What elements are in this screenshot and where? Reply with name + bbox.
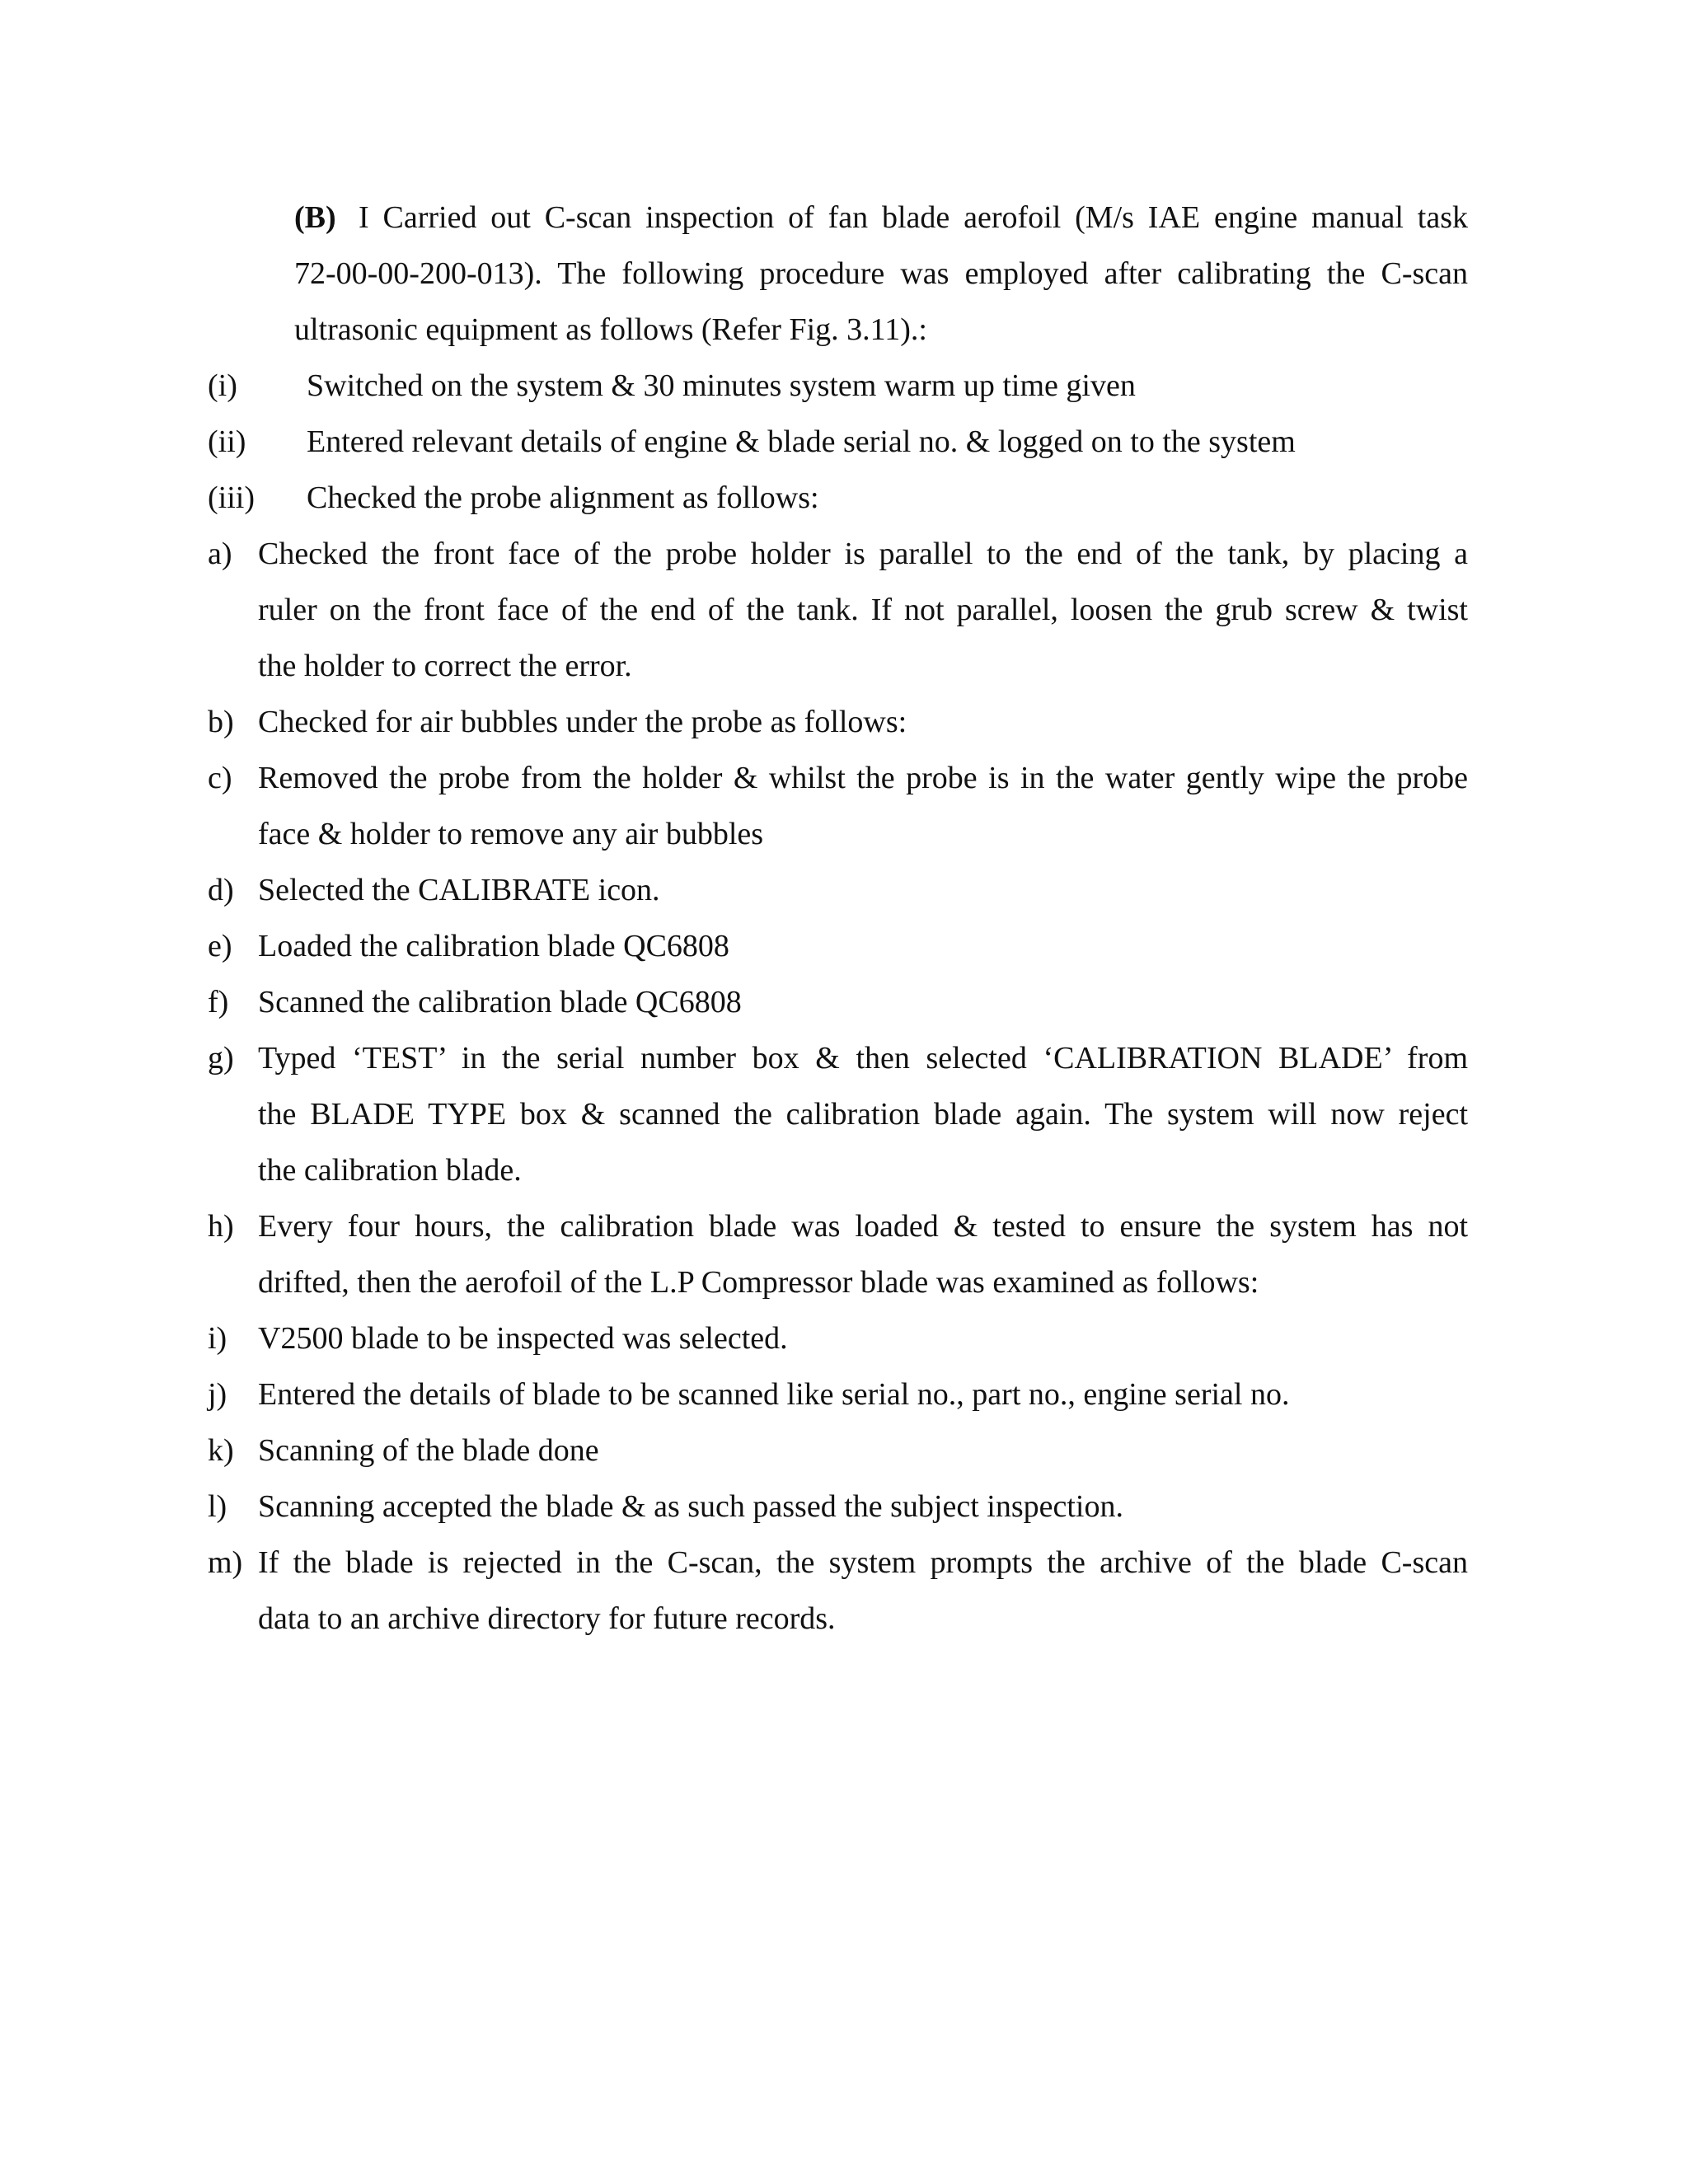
list-marker: b) <box>208 705 234 739</box>
list-item-line: Typed ‘TEST’ in the serial number box & then selected ‘CALIBRATION BLADE’ from <box>258 1041 1468 1076</box>
list-item-line: Removed the probe from the holder & whilst the probe is in the water gently wipe the probe <box>258 761 1468 795</box>
list-marker: m) <box>208 1545 243 1580</box>
list-item-line: Scanning of the blade done <box>258 1433 599 1468</box>
list-item-line: the calibration blade. <box>258 1153 522 1188</box>
list-marker: g) <box>208 1041 234 1076</box>
list-marker: (ii) <box>208 424 246 459</box>
list-marker: l) <box>208 1489 227 1524</box>
list-marker: a) <box>208 537 232 571</box>
list-item-line: face & holder to remove any air bubbles <box>258 817 764 851</box>
list-marker: f) <box>208 985 229 1019</box>
list-item-line: Checked for air bubbles under the probe as follows: <box>258 705 907 739</box>
list-item-line: Scanned the calibration blade QC6808 <box>258 985 742 1019</box>
list-item-line: data to an archive directory for future records. <box>258 1601 836 1636</box>
list-item-line: the BLADE TYPE box & scanned the calibration blade again. The system will now reject <box>258 1097 1468 1132</box>
section-b-line-3: ultrasonic equipment as follows (Refer Fig. 3.11).: <box>294 312 927 347</box>
list-item-line: Loaded the calibration blade QC6808 <box>258 929 729 963</box>
list-item-text: Entered relevant details of engine & blade serial no. & logged on to the system <box>307 424 1296 459</box>
list-marker: (i) <box>208 368 237 403</box>
section-b-line-2: 72-00-00-200-013). The following procedure was employed after calibrating the C-scan <box>294 256 1468 291</box>
list-item-line: V2500 blade to be inspected was selected. <box>258 1321 788 1356</box>
list-item-line: Entered the details of blade to be scanned like serial no., part no., engine serial no. <box>258 1377 1290 1412</box>
list-item-line: If the blade is rejected in the C-scan, the system prompts the archive of the blade C-scan <box>258 1545 1468 1580</box>
list-marker: k) <box>208 1433 234 1468</box>
list-item-line: ruler on the front face of the end of the tank. If not parallel, loosen the grub screw & twist <box>258 593 1468 627</box>
list-item-text: Checked the probe alignment as follows: <box>307 480 819 515</box>
list-marker: c) <box>208 761 232 795</box>
list-marker: h) <box>208 1209 234 1244</box>
list-item-line: the holder to correct the error. <box>258 649 632 683</box>
list-marker: j) <box>208 1377 227 1412</box>
section-b-line-1: I Carried out C-scan inspection of fan blade aerofoil (M/s IAE engine manual task <box>359 200 1468 235</box>
list-marker: e) <box>208 929 232 963</box>
list-item-line: Every four hours, the calibration blade was loaded & tested to ensure the system has not <box>258 1209 1468 1244</box>
list-marker: (iii) <box>208 480 255 515</box>
list-item-line: drifted, then the aerofoil of the L.P Compressor blade was examined as follows: <box>258 1265 1259 1300</box>
list-item-line: Selected the CALIBRATE icon. <box>258 873 660 907</box>
list-item-line: Checked the front face of the probe holder is parallel to the end of the tank, by placing a <box>258 537 1468 571</box>
list-item-line: Scanning accepted the blade & as such passed the subject inspection. <box>258 1489 1123 1524</box>
list-marker: i) <box>208 1321 227 1356</box>
list-marker: d) <box>208 873 234 907</box>
list-item-text: Switched on the system & 30 minutes system warm up time given <box>307 368 1136 403</box>
section-b-label: (B) <box>294 200 336 235</box>
